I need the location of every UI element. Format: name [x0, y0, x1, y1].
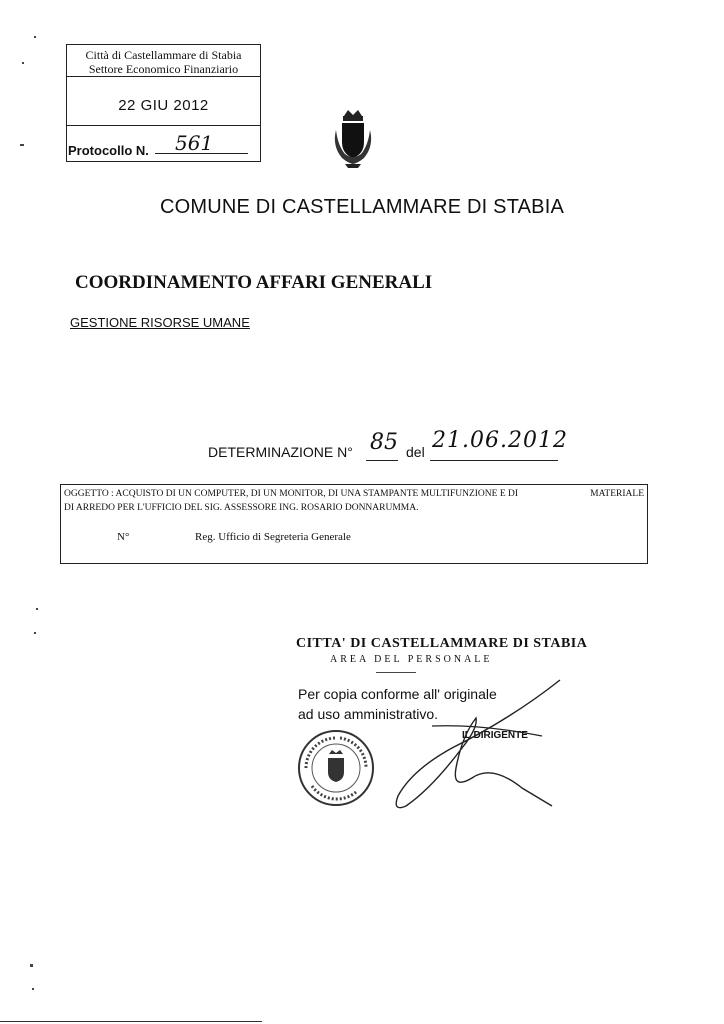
scan-speck [34, 632, 36, 634]
scan-speck [20, 144, 24, 146]
department-heading: COORDINAMENTO AFFARI GENERALI [75, 272, 433, 293]
oggetto-line-1: OGGETTO : ACQUISTO DI UN COMPUTER, DI UN MONITOR, DI UNA STAMPANTE MULTIFUNZIONE E DI [64, 489, 519, 499]
bottom-rule [0, 1021, 262, 1022]
copy-stamp-area: AREA DEL PERSONALE [330, 654, 493, 665]
protocol-number: 561 [175, 131, 214, 155]
oggetto-materiale: MATERIALE [590, 489, 644, 499]
handwritten-signature-icon [392, 678, 562, 818]
stamp-city: Città di Castellammare di Stabia [85, 48, 242, 62]
determinazione-del-label: del [406, 444, 425, 460]
copy-usage-line: ad uso amministrativo. [298, 706, 439, 722]
comune-title: COMUNE DI CASTELLAMMARE DI STABIA [159, 196, 565, 218]
scan-speck [30, 964, 33, 967]
copy-stamp-divider [376, 672, 416, 673]
coat-of-arms-icon [330, 108, 376, 170]
scan-speck [22, 62, 24, 64]
office-heading: GESTIONE RISORSE UMANE [70, 315, 250, 330]
determinazione-date-underline [430, 460, 558, 461]
determinazione-label: DETERMINAZIONE N° [208, 444, 353, 460]
scan-speck [36, 608, 38, 610]
copy-stamp-city: CITTA' DI CASTELLAMMARE DI STABIA [296, 636, 588, 651]
official-seal-icon [296, 728, 376, 808]
stamp-date: 22 GIU 2012 [118, 97, 209, 114]
oggetto-line-2: DI ARREDO PER L'UFFICIO DEL SIG. ASSESSORE ING. ROSARIO DONNARUMMA. [64, 503, 419, 513]
protocol-stamp-header [67, 45, 260, 77]
scan-speck [34, 36, 36, 38]
registry-office-label: Reg. Ufficio di Segreteria Generale [195, 531, 351, 543]
copy-signer-title: IL DIRIGENTE [462, 730, 528, 741]
protocol-stamp [66, 44, 261, 162]
scan-speck [32, 988, 34, 990]
stamp-divider [67, 125, 260, 126]
copy-conformity-line: Per copia conforme all' originale [298, 686, 497, 702]
determinazione-number: 85 [370, 430, 398, 455]
registry-number-label: N° [117, 531, 130, 543]
determinazione-date: 21.06.2012 [432, 428, 568, 453]
stamp-sector: Settore Economico Finanziario [88, 62, 239, 76]
determinazione-number-underline [366, 460, 398, 461]
protocol-label: Protocollo N. [68, 143, 149, 158]
oggetto-box [60, 484, 648, 564]
